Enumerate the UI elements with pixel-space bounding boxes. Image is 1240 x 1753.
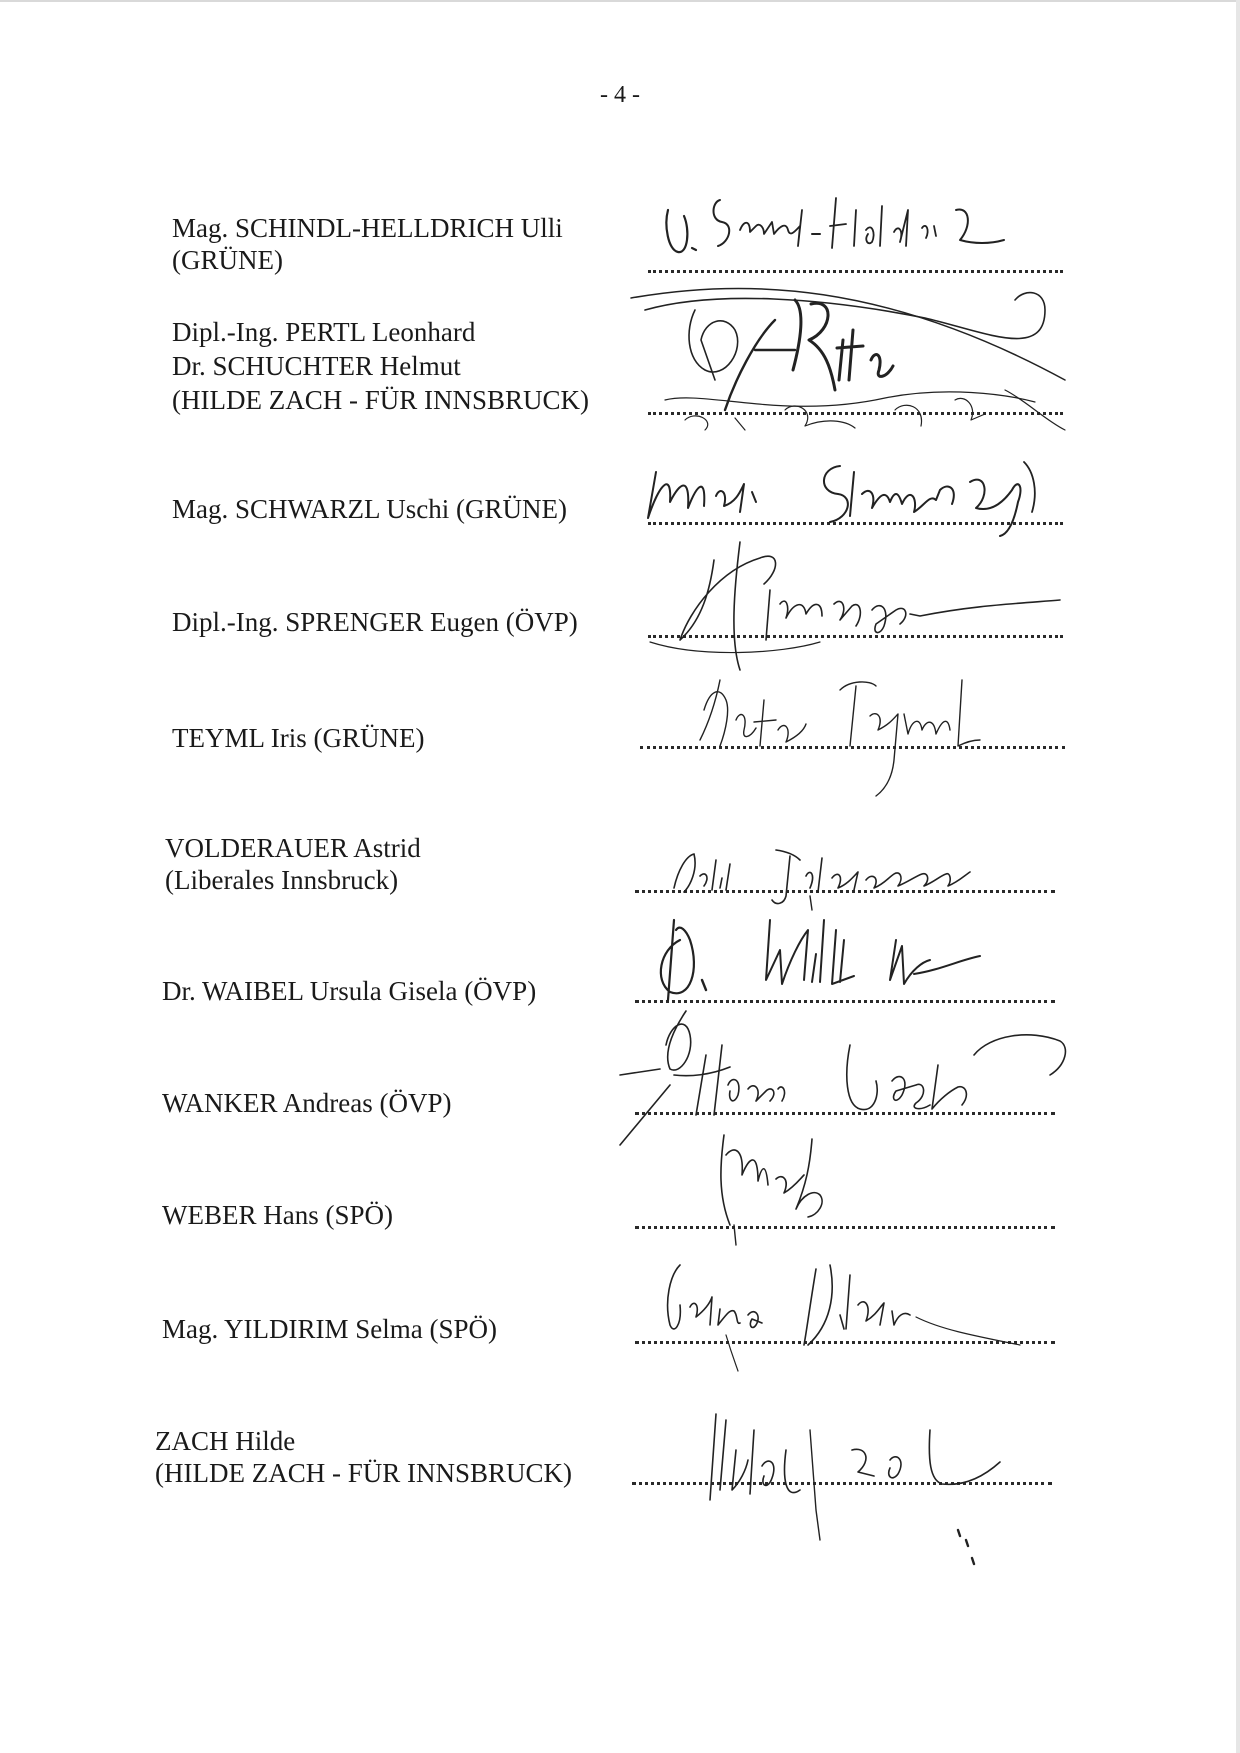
signature-image bbox=[700, 1125, 900, 1255]
signature-image bbox=[660, 830, 1060, 910]
signatory-name: WANKER Andreas (ÖVP) bbox=[162, 1088, 452, 1118]
signature-image bbox=[640, 900, 1020, 1010]
signatory-party: (HILDE ZACH - FÜR INNSBRUCK) bbox=[172, 385, 589, 415]
signature-image bbox=[660, 170, 1060, 270]
signatory-name: Dipl.-Ing. PERTL Leonhard bbox=[172, 317, 476, 347]
scan-edge-right bbox=[1236, 0, 1240, 1753]
scan-edge-top bbox=[0, 0, 1240, 2]
signatory-name: Dr. WAIBEL Ursula Gisela (ÖVP) bbox=[162, 976, 537, 1006]
signature-image bbox=[680, 650, 1010, 800]
signatory-name: Mag. SCHWARZL Uschi (GRÜNE) bbox=[172, 494, 567, 524]
signatory-name: WEBER Hans (SPÖ) bbox=[162, 1200, 393, 1230]
signatory-party: (Liberales Innsbruck) bbox=[165, 865, 399, 895]
signatory-name: VOLDERAUER Astrid bbox=[165, 833, 421, 863]
signatory-name: Mag. SCHINDL-HELLDRICH Ulli bbox=[172, 213, 563, 243]
signatory-name: Dr. SCHUCHTER Helmut bbox=[172, 351, 461, 381]
signature-image bbox=[640, 1245, 1040, 1375]
signature-image bbox=[640, 442, 1070, 542]
signatory-name: Mag. YILDIRIM Selma (SPÖ) bbox=[162, 1314, 497, 1344]
page-number: - 4 - bbox=[600, 82, 640, 108]
signatory-party: (GRÜNE) bbox=[172, 245, 283, 275]
signature-image bbox=[625, 270, 1085, 455]
signatory-name: Dipl.-Ing. SPRENGER Eugen (ÖVP) bbox=[172, 607, 578, 637]
signatory-name: ZACH Hilde bbox=[155, 1426, 296, 1456]
signatory-name: TEYML Iris (GRÜNE) bbox=[172, 723, 425, 753]
signatory-party: (HILDE ZACH - FÜR INNSBRUCK) bbox=[155, 1458, 572, 1488]
signature-image bbox=[690, 1390, 1030, 1570]
